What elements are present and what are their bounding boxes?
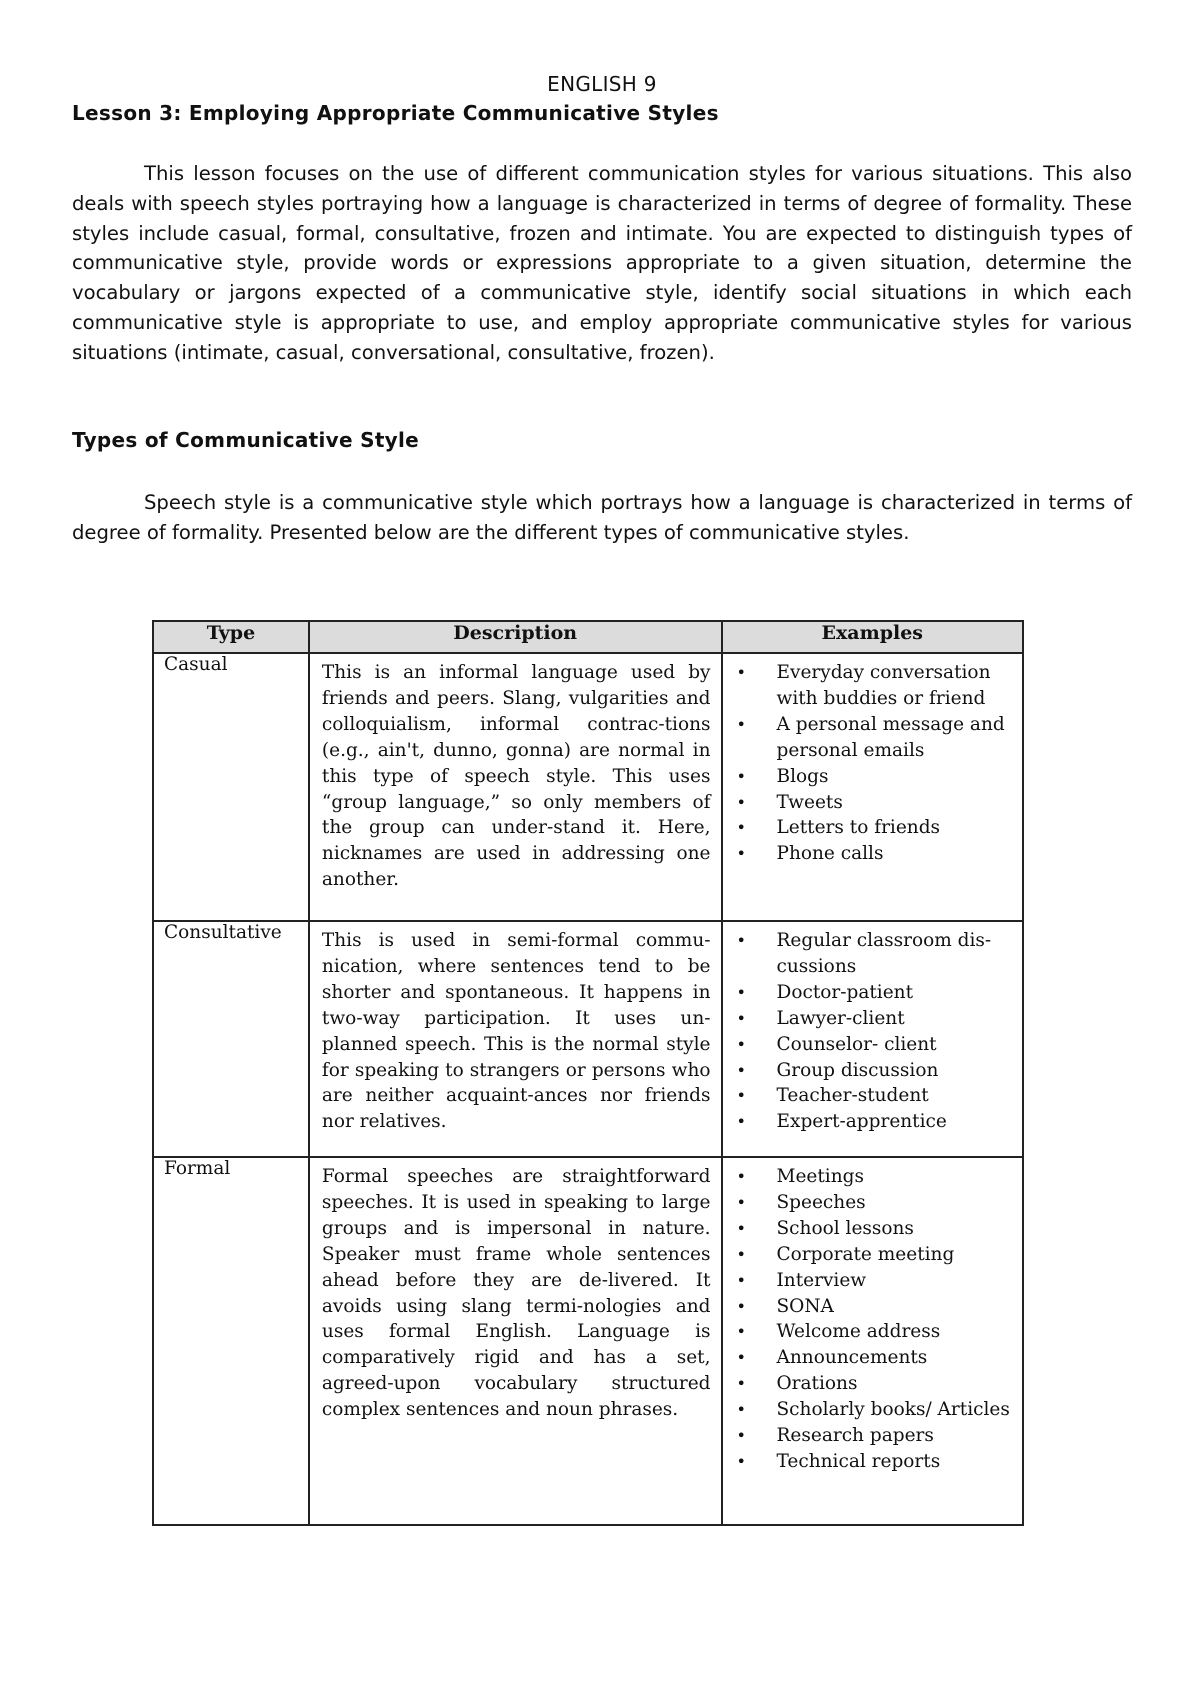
examples-cell (722, 921, 1024, 1157)
list-item: • Speeches (733, 1190, 1017, 1216)
list-item: • Regular classroom dis-cussions (733, 928, 1017, 980)
list-item: • Announcements (733, 1345, 1017, 1371)
list-item: • Tweets (733, 790, 1017, 816)
description-cell: This is an informal language used by friends and peers. Slang, vulgarities and colloquialism, informal contrac-tions (e.g., ain't, dunno, gonna) are normal in this type of speech style. This uses “group language,” so only members of the group can under-stand it. Here, nicknames are used in addressing one another. (309, 653, 722, 921)
table-row-casual (153, 653, 1023, 921)
type-cell: Formal (153, 1157, 309, 1525)
list-item: • Corporate meeting (733, 1242, 1017, 1268)
examples-list (733, 928, 1017, 1135)
list-item: • Technical reports (733, 1449, 1017, 1475)
header-type: Type (153, 621, 309, 653)
type-cell: Consultative (153, 921, 309, 1157)
intro-paragraph-text: This lesson focuses on the use of different communication styles for various situations. This also deals with speech styles portraying how a language is characterized in terms of degree of formality. These styles include casual, formal, consultative, frozen and intimate. You are expected to distinguish types of communicative style, provide words or expressions appropriate to a given situation, determine the vocabulary or jargons expected of a communicative style, identify social situations in which each communicative style is appropriate to use, and employ appropriate communicative styles for various situations (intimate, casual, conversational, consultative, frozen). (72, 162, 1132, 364)
examples-cell (722, 653, 1024, 921)
intro-paragraph (72, 159, 1132, 368)
list-item: • Everyday conversation with buddies or friend (733, 660, 1017, 712)
header-examples: Examples (722, 621, 1024, 653)
list-item: • Scholarly books/ Articles (733, 1397, 1017, 1423)
list-item: • SONA (733, 1294, 1017, 1320)
list-item: • Letters to friends (733, 815, 1017, 841)
lesson-title: Lesson 3: Employing Appropriate Communicative Styles (72, 101, 719, 125)
examples-list (733, 660, 1017, 867)
list-item: • Lawyer-client (733, 1006, 1017, 1032)
speech-style-paragraph-text: Speech style is a communicative style which portrays how a language is characterized in terms of degree of formality. Presented below are the different types of communicative styles. (72, 491, 1132, 544)
speech-style-paragraph (72, 488, 1132, 548)
list-item: • Teacher-student (733, 1083, 1017, 1109)
table-row-consultative (153, 921, 1023, 1157)
list-item: • Blogs (733, 764, 1017, 790)
description-cell: Formal speeches are straightforward speeches. It is used in speaking to large groups and is impersonal in nature. Speaker must frame whole sentences ahead before they are de-livered. It avoids using slang termi-nologies and uses formal English. Language is comparatively rigid and has a set, agreed-upon vocabulary structured complex sentences and noun phrases. (309, 1157, 722, 1525)
type-cell: Casual (153, 653, 309, 921)
description-cell: This is used in semi-formal commu-nication, where sentences tend to be shorter and spontaneous. It happens in two-way participation. It uses un-planned speech. This is the normal style for speaking to strangers or persons who are neither acquaint-ances nor friends nor relatives. (309, 921, 722, 1157)
list-item: • Group discussion (733, 1058, 1017, 1084)
list-item: • A personal message and personal emails (733, 712, 1017, 764)
list-item: • Phone calls (733, 841, 1017, 867)
list-item: • Welcome address (733, 1319, 1017, 1345)
list-item: • Meetings (733, 1164, 1017, 1190)
list-item: • Expert-apprentice (733, 1109, 1017, 1135)
table-header-row (153, 621, 1023, 653)
communicative-styles-table (152, 620, 1024, 1526)
list-item: • Orations (733, 1371, 1017, 1397)
list-item: • School lessons (733, 1216, 1017, 1242)
list-item: • Counselor- client (733, 1032, 1017, 1058)
table-row-formal (153, 1157, 1023, 1525)
examples-cell (722, 1157, 1024, 1525)
header-description: Description (309, 621, 722, 653)
list-item: • Research papers (733, 1423, 1017, 1449)
examples-list (733, 1164, 1017, 1475)
list-item: • Interview (733, 1268, 1017, 1294)
list-item: • Doctor-patient (733, 980, 1017, 1006)
course-title: ENGLISH 9 (547, 72, 657, 96)
section-title: Types of Communicative Style (72, 428, 420, 452)
